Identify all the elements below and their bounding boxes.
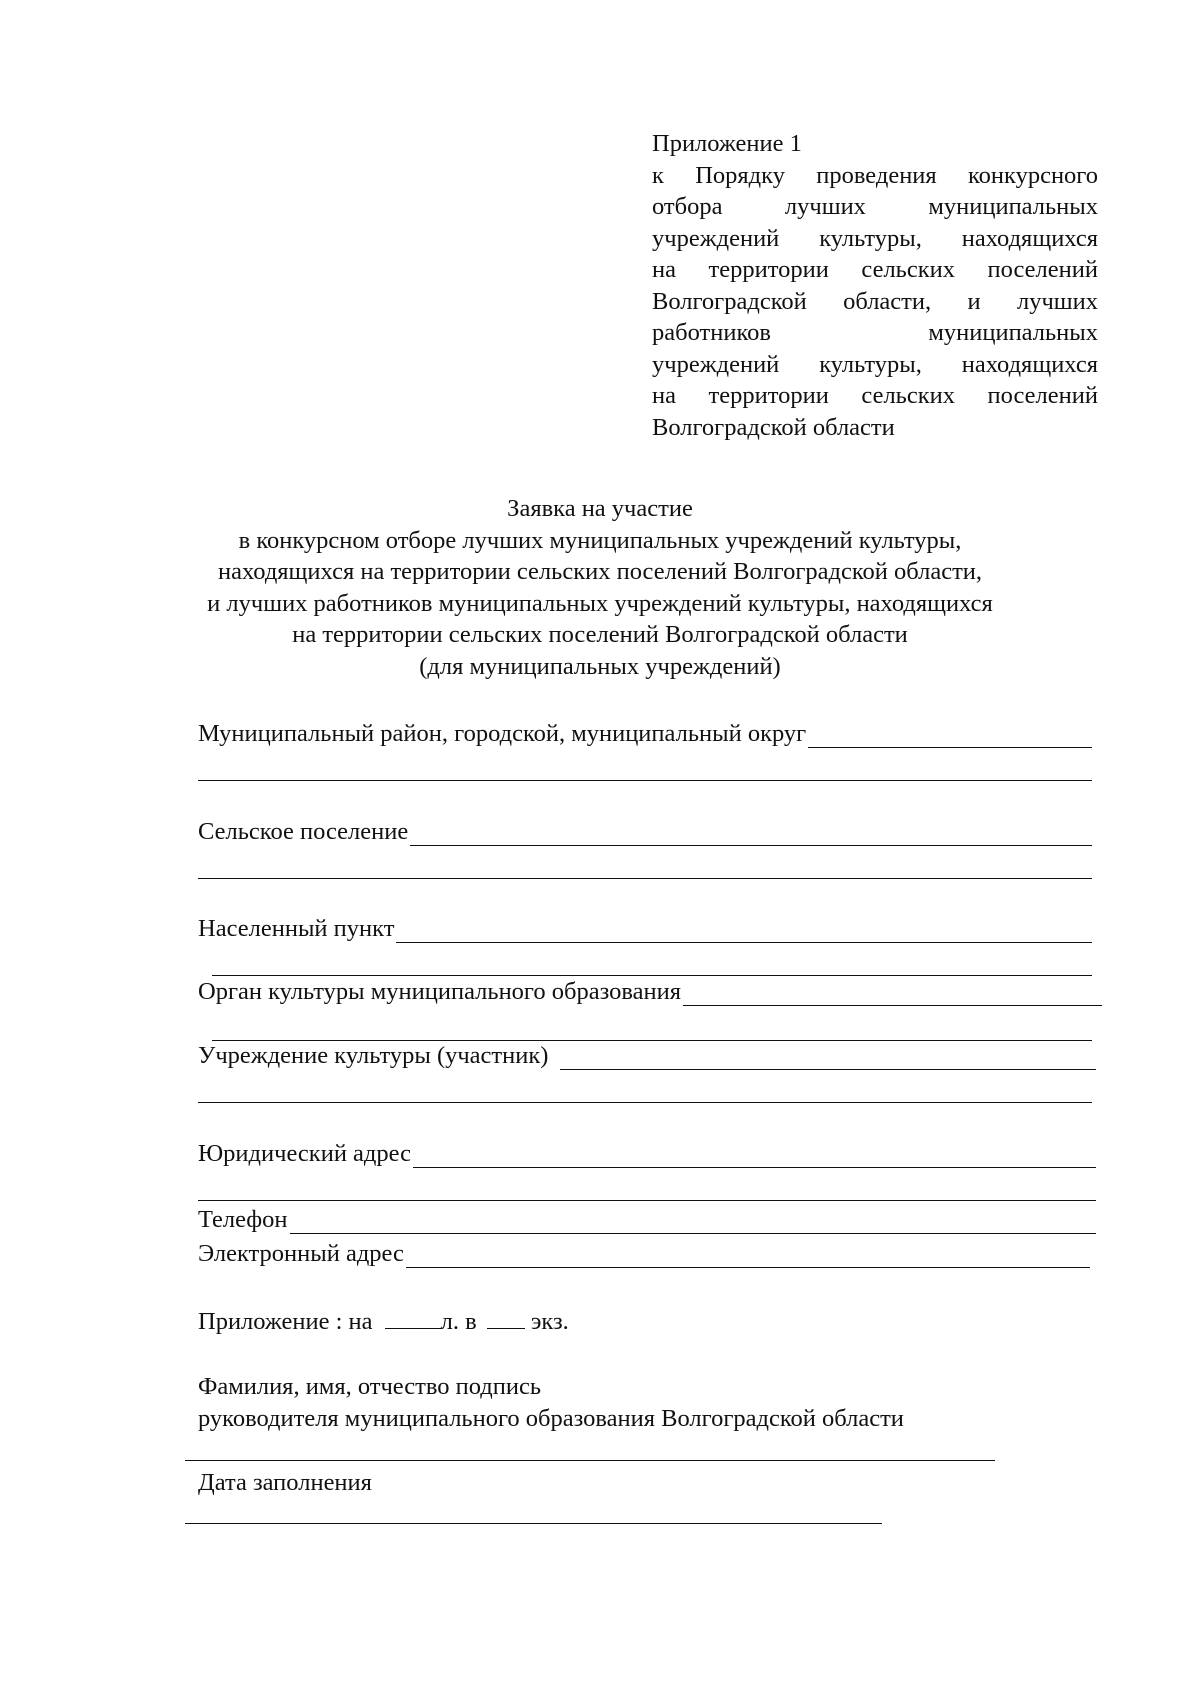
legal-address-label: Юридический адрес — [198, 1140, 411, 1167]
locality-continuation-line[interactable] — [212, 975, 1092, 976]
institution-continuation-line[interactable] — [198, 1102, 1092, 1103]
district-field[interactable] — [198, 720, 1092, 748]
application-subtitle-line: на территории сельских поселений Волгоградской области — [292, 621, 908, 648]
culture-body-continuation-line[interactable] — [212, 1040, 1092, 1041]
settlement-field[interactable] — [198, 818, 1092, 846]
application-title-block — [150, 493, 1050, 682]
locality-field[interactable] — [198, 915, 1092, 943]
locality-blank[interactable] — [396, 920, 1092, 943]
institution-blank[interactable] — [560, 1047, 1096, 1070]
culture-body-label: Орган культуры муниципального образования — [198, 978, 681, 1005]
signature-label-2: руководителя муниципального образования Волгоградской области — [198, 1405, 904, 1432]
institution-label: Учреждение культуры (участник) — [198, 1042, 549, 1069]
annex-line: работников муниципальных — [652, 319, 1098, 346]
phone-label: Телефон — [198, 1206, 288, 1233]
settlement-continuation-line[interactable] — [198, 878, 1092, 879]
legal-address-field[interactable] — [198, 1140, 1096, 1168]
application-subtitle-line: в конкурсном отборе лучших муниципальных учреждений культуры, — [238, 526, 962, 554]
application-subtitle-line: находящихся на территории сельских поселений Волгоградской области, — [217, 558, 983, 585]
date-label: Дата заполнения — [198, 1469, 372, 1496]
annex-line: отбора лучших муниципальных — [652, 193, 1098, 220]
date-line[interactable] — [185, 1523, 882, 1524]
annex-line: Волгоградской области — [652, 413, 895, 441]
institution-field[interactable] — [198, 1042, 1096, 1070]
attachment-prefix: Приложение : на — [198, 1308, 373, 1335]
application-title: Заявка на участие — [507, 495, 693, 522]
application-subtitle-line: (для муниципальных учреждений) — [419, 652, 781, 680]
email-blank[interactable] — [406, 1245, 1090, 1268]
district-blank[interactable] — [808, 725, 1092, 748]
attachment-line — [198, 1306, 569, 1338]
culture-body-blank[interactable] — [683, 983, 1102, 1006]
attachment-copies-blank[interactable] — [487, 1308, 525, 1329]
locality-label: Населенный пункт — [198, 915, 395, 942]
annex-title: Приложение 1 — [652, 130, 802, 157]
legal-address-continuation-line[interactable] — [198, 1200, 1096, 1201]
annex-line: к Порядку проведения конкурсного — [652, 161, 1098, 189]
district-continuation-line[interactable] — [198, 780, 1092, 781]
legal-address-blank[interactable] — [413, 1145, 1096, 1168]
attachment-pages-blank[interactable] — [385, 1308, 441, 1329]
annex-header — [652, 128, 1098, 443]
annex-line: учреждений культуры, находящихся — [652, 224, 1098, 252]
culture-body-field[interactable] — [198, 978, 1102, 1006]
signature-line[interactable] — [185, 1460, 995, 1461]
district-label: Муниципальный район, городской, муниципальный округ — [198, 720, 807, 747]
email-label: Электронный адрес — [198, 1240, 404, 1267]
settlement-blank[interactable] — [410, 823, 1092, 846]
attachment-middle: л. в — [440, 1308, 477, 1335]
annex-line: на территории сельских поселений — [652, 382, 1098, 409]
phone-blank[interactable] — [290, 1211, 1096, 1234]
annex-line: на территории сельских поселений — [652, 256, 1098, 283]
annex-line: Волгоградской области, и лучших — [652, 287, 1098, 315]
annex-line: учреждений культуры, находящихся — [652, 350, 1098, 378]
attachment-suffix: экз. — [530, 1308, 569, 1335]
phone-field[interactable] — [198, 1206, 1096, 1234]
application-subtitle-line: и лучших работников муниципальных учреждений культуры, находящихся — [207, 589, 993, 617]
settlement-label: Сельское поселение — [198, 818, 409, 845]
signature-label-1: Фамилия, имя, отчество подпись — [198, 1373, 542, 1400]
email-field[interactable] — [198, 1240, 1090, 1268]
